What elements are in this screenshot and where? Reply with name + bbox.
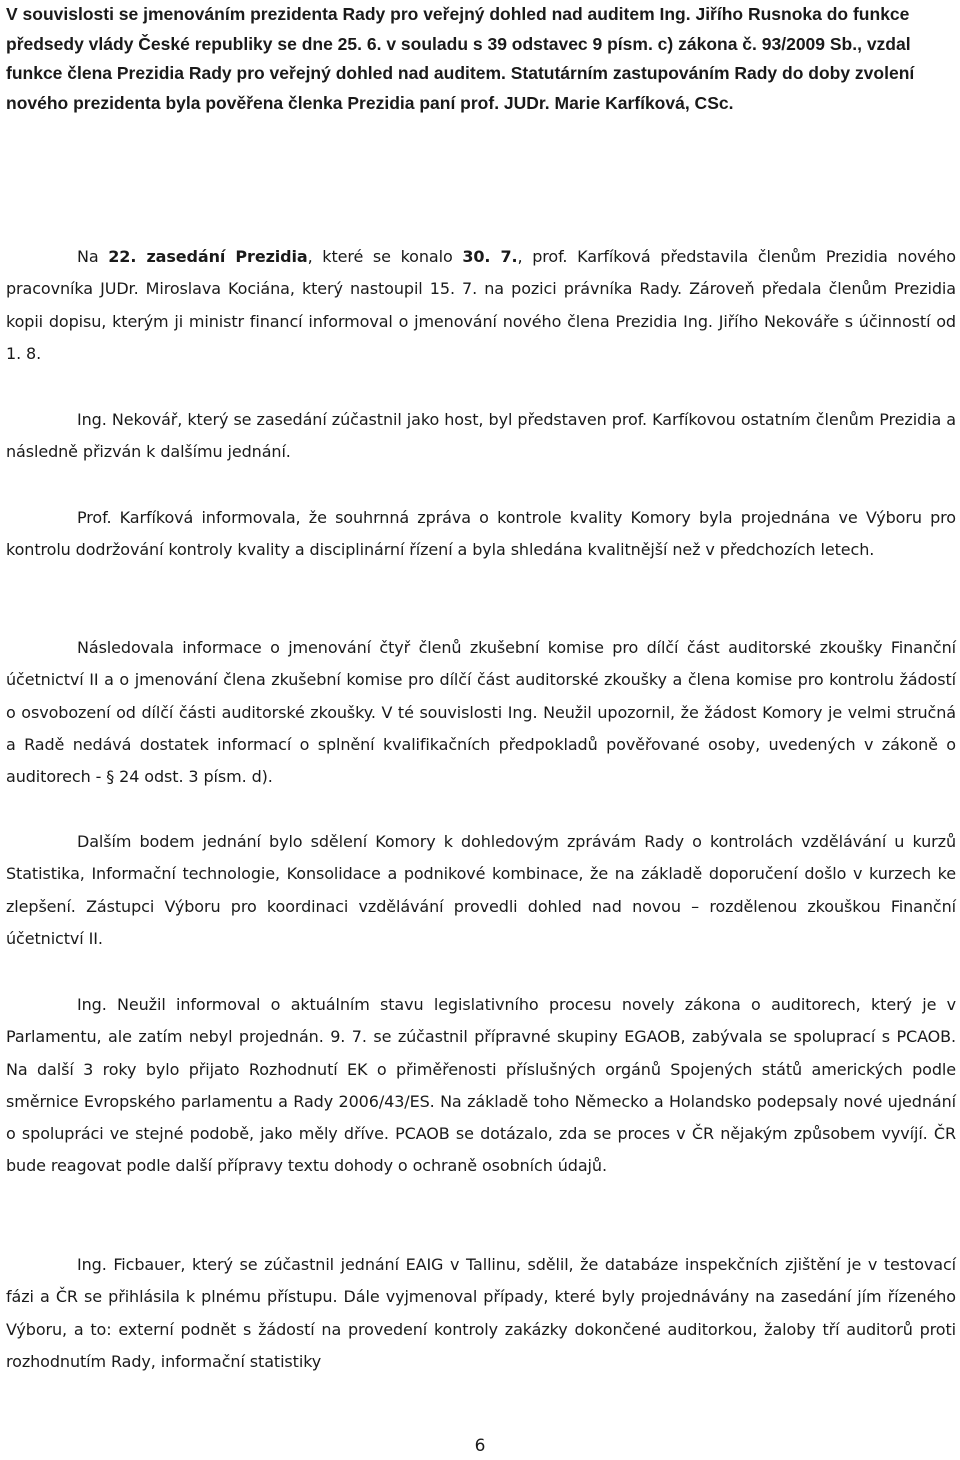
paragraph-education-reports: Dalším bodem jednání bylo sdělení Komory k dohledovým zprávám Rady o kontrolách vzdělávání u kurzů Statistika, Informační technologie, Konsolidace a podnikové kombinace, že na základě doporučení došlo v kurzech ke zlepšení. Zástupci Výboru pro koordinaci vzdělávání provedli dohled nad novou – rozdělenou zkouškou Finanční účetnictví II.: [6, 832, 956, 948]
meeting-date: 30. 7.: [462, 247, 518, 266]
text-segment: , které se konalo: [307, 247, 463, 266]
page-number: 6: [474, 1436, 486, 1456]
paragraph-presidium-meeting: [6, 241, 956, 370]
meeting-name: 22. zasedání Prezidia: [108, 247, 308, 266]
paragraph-nekovar: Ing. Nekovář, který se zasedání zúčastnil jako host, byl představen prof. Karfíkovou ostatním členům Prezidia a následně přizván k dalšímu jednání.: [6, 410, 956, 462]
text-segment: Na: [77, 247, 109, 266]
paragraph-quality-report: Prof. Karfíková informovala, že souhrnná zpráva o kontrole kvality Komory byla projednána ve Výboru pro kontrolu dodržování kontroly kvality a disciplinární řízení a byla shledána kvalitnější než v předchozích letech.: [6, 508, 956, 560]
paragraph-legislation: Ing. Neužil informoval o aktuálním stavu legislativního procesu novely zákona o auditorech, který je v Parlamentu, ale zatím nebyl projednán. 9. 7. se zúčastnil přípravné skupiny EGAOB, zabývala se spoluprací s PCAOB. Na další 3 roky bylo přijato Rozhodnutí EK o přiměřenosti příslušných orgánů Spojených států amerických podle směrnice Evropského parlamentu a Rady 2006/43/ES. Na základě toho Německo a Holandsko podepsaly nové ujednání o spolupráci ve stejné podobě, jako měly dříve. PCAOB se dotázalo, zda se proces v ČR nějakým způsobem vyvíjí. ČR bude reagovat podle další přípravy textu dohody o ochraně osobních údajů.: [6, 995, 956, 1176]
paragraph-eaig: Ing. Ficbauer, který se zúčastnil jednání EAIG v Tallinu, sdělil, že databáze inspekčních zjištění je v testovací fázi a ČR se přihlásila k plnému přístupu. Dále vyjmenoval případy, které byly projednávány na zasedání jím řízeného Výboru, a to: externí podnět s žádostí na provedení kontroly zakázky dokončené auditorkou, žaloby tří auditorů proti rozhodnutím Rady, informační statistiky: [6, 1255, 956, 1371]
paragraph-exam-commission: Následovala informace o jmenování čtyř členů zkušební komise pro dílčí část auditorské zkoušky Finanční účetnictví II a o jmenování člena zkušební komise pro dílčí část auditorské zkoušky a člena komise pro kontrolu žádostí o osvobození od dílčí části auditorské zkoušky. V té souvislosti Ing. Neužil upozornil, že žádost Komory je velmi stručná a Radě nedává dostatek informací o splnění kvalifikačních předpokladů pověřované osoby, uvedených v zákoně o auditorech - § 24 odst. 3 písm. d).: [6, 638, 956, 787]
intro-paragraph: V souvislosti se jmenováním prezidenta Rady pro veřejný dohled nad auditem Ing. Jiřího Rusnoka do funkce předsedy vlády České republiky se dne 25. 6. v souladu s 39 odstavec 9 písm. c) zákona č. 93/2009 Sb., vzdal funkce člena Prezidia Rady pro veřejný dohled nad auditem. Statutárním zastupováním Rady do doby zvolení nového prezidenta byla pověřena členka Prezidia paní prof. JUDr. Marie Karfíková, CSc.: [6, 4, 915, 113]
text-segment: , prof. Karfíková představila členům Prezidia nového pracovníka JUDr. Miroslava Kociána, který nastoupil 15. 7. na pozici právníka Rady. Zároveň předala členům Prezidia kopii dopisu, kterým ji ministr financí informoval o jmenování nového člena Prezidia Ing. Jiřího Nekováře s účinností od 1. 8.: [6, 247, 956, 363]
